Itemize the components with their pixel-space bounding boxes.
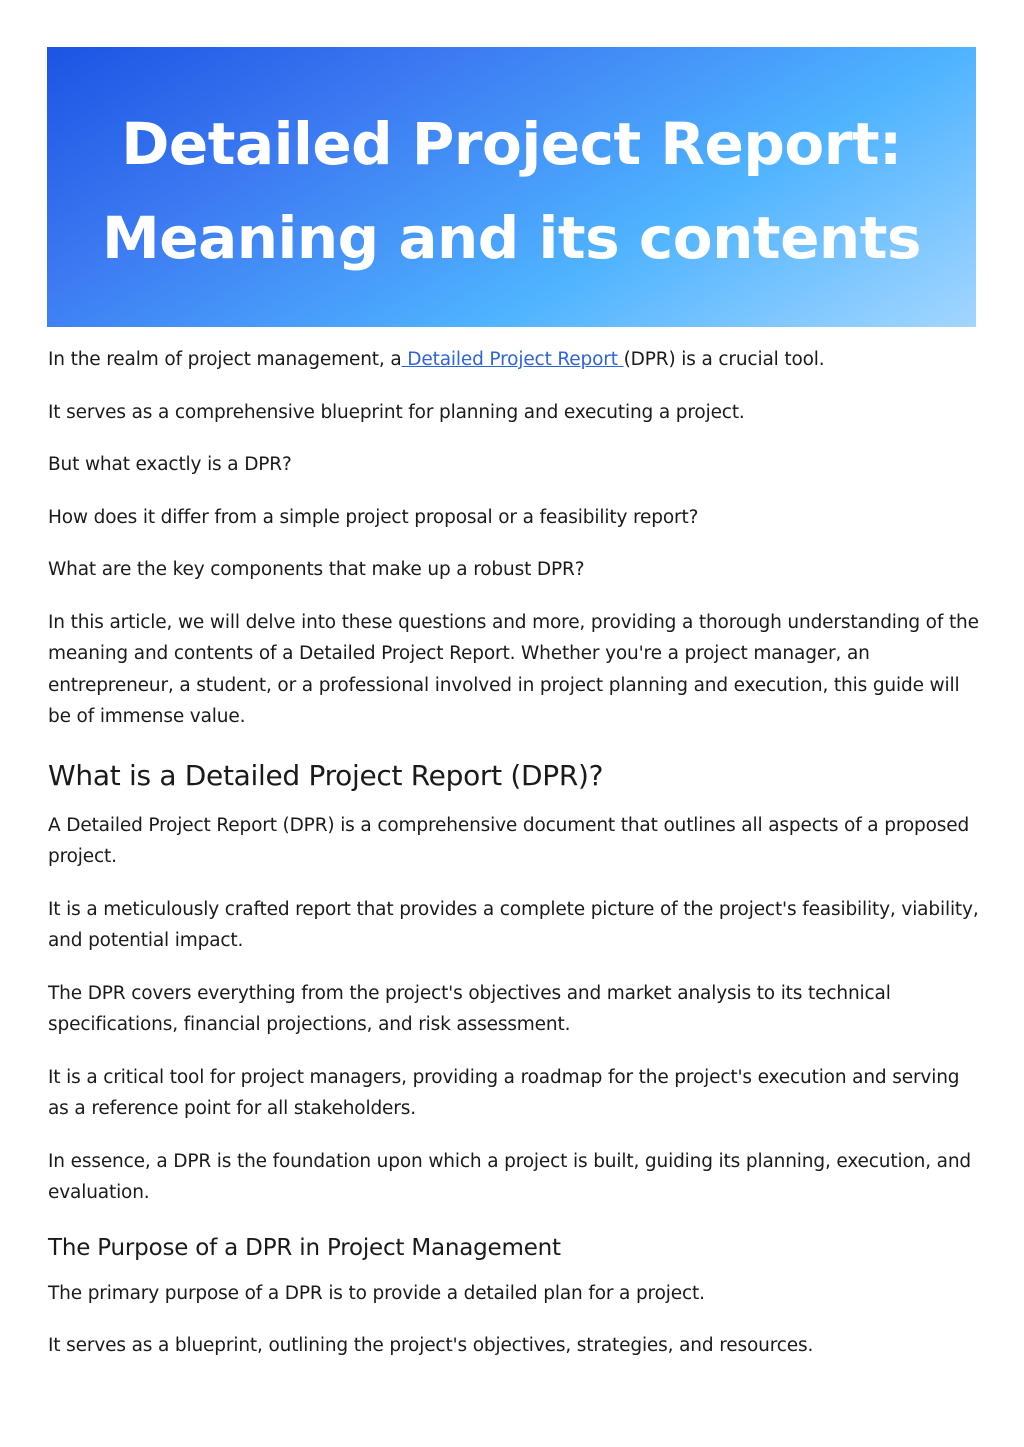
section-heading-purpose: The Purpose of a DPR in Project Management <box>48 1234 561 1261</box>
section1-paragraph-5: In essence, a DPR is the foundation upon which a project is built, guiding its planning, execution, and evaluation. <box>48 1150 972 1203</box>
section2-paragraph-2: It serves as a blueprint, outlining the project's objectives, strategies, and resources. <box>48 1335 814 1356</box>
intro-paragraph-4: How does it differ from a simple project proposal or a feasibility report? <box>48 506 699 528</box>
dpr-link[interactable]: Detailed Project Report <box>401 349 624 370</box>
page-title-line-1: Detailed Project Report: <box>121 110 902 178</box>
intro-text-after-link: (DPR) is a crucial tool. <box>623 349 825 370</box>
intro-paragraph-3: But what exactly is a DPR? <box>48 454 292 475</box>
section1-paragraph-3: The DPR covers everything from the project's objectives and market analysis to its technical specifications, financial projections, and risk assessment. <box>48 982 891 1035</box>
page-title <box>102 97 921 285</box>
intro-paragraph-1 <box>48 344 983 376</box>
section2-paragraph-1: The primary purpose of a DPR is to provide a detailed plan for a project. <box>48 1282 705 1304</box>
section1-paragraph-2: It is a meticulously crafted report that provides a complete picture of the project's feasibility, viability, and potential impact. <box>48 898 979 951</box>
page-title-line-2: Meaning and its contents <box>102 204 921 272</box>
section1-paragraph-1: A Detailed Project Report (DPR) is a comprehensive document that outlines all aspects of a proposed project. <box>48 814 970 867</box>
intro-paragraph-6: In this article, we will delve into these questions and more, providing a thorough understanding of the meaning and contents of a Detailed Project Report. Whether you're a project manager, an entrepreneur, a student, or a professional involved in project planning and execution, this guide will be of immense value. <box>48 611 979 727</box>
intro-paragraph-5: What are the key components that make up a robust DPR? <box>48 559 585 580</box>
title-banner <box>47 47 976 327</box>
intro-paragraph-2: It serves as a comprehensive blueprint for planning and executing a project. <box>48 401 745 423</box>
section1-paragraph-4: It is a critical tool for project managers, providing a roadmap for the project's execution and serving as a reference point for all stakeholders. <box>48 1066 960 1119</box>
article-body <box>48 344 983 1383</box>
section-heading-what-is-dpr: What is a Detailed Project Report (DPR)? <box>48 758 604 792</box>
intro-text-before-link: In the realm of project management, a <box>48 349 402 370</box>
